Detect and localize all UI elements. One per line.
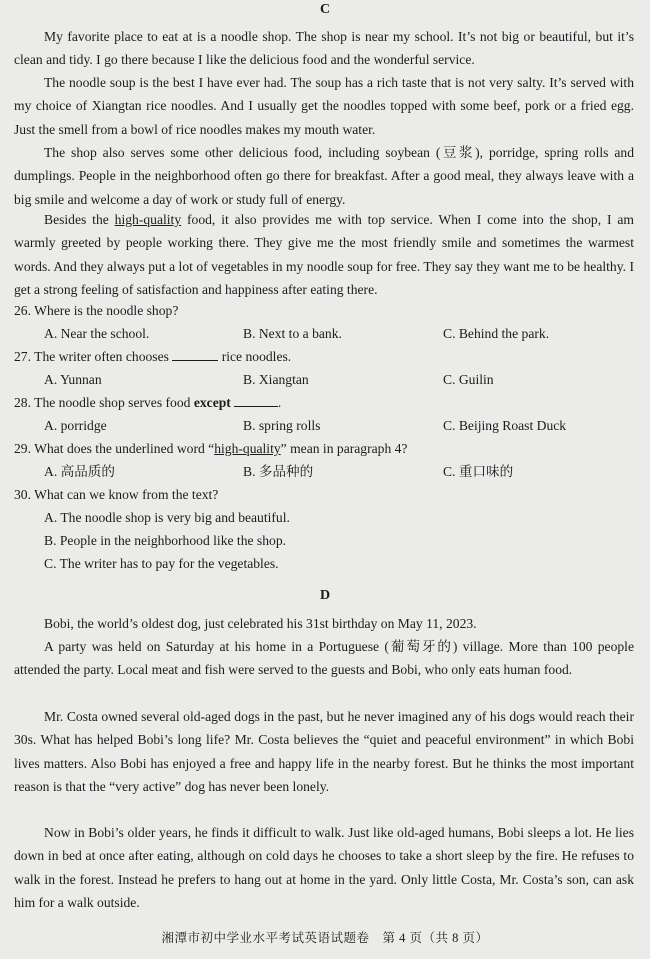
question-29 (14, 437, 407, 460)
answer-blank (172, 347, 218, 361)
q29-option-c: C. 重口味的 (443, 464, 514, 479)
q29-text-after: ” mean in paragraph 4? (280, 441, 408, 456)
section-d-paragraph-3: Mr. Costa owned several old-aged dogs in the past, but he never imagined any of his dogs would reach their 30s. What has helped Bobi’s long life? Mr. Costa believes the “quiet and peaceful environment” in which Bobi lives matters. Also Bobi has enjoyed a free and happy life in the nearby forest. But he thinks the most important reason is that the “very active” dog has never been lonely. (14, 709, 634, 794)
q29-option-b: B. 多品种的 (243, 464, 314, 479)
section-c-title: C (319, 2, 331, 17)
underlined-word-high-quality: high-quality (114, 212, 182, 227)
section-c-paragraph-2: The noodle soup is the best I have ever had. The soup has a rich taste that is not very salty. It’s served with my choice of Xiangtan rice noodles. And I usually get the noodles topped with some beef, pork or a fried egg. Just the smell from a bowl of rice noodles makes my mouth water. (14, 75, 634, 137)
q28-option-c: C. Beijing Roast Duck (443, 418, 567, 433)
section-d-title: D (319, 588, 331, 603)
q27-option-a: A. Yunnan (44, 372, 102, 387)
p4-after: food, it also provides me with top service. When I come into the shop, I am warmly greeted by people working there. They give me the most friendly smile and sometimes the warmest words. And they always put a lot of vegetables in my noodle soup for free. They say they want me to be healthy. I get a strong feeling of satisfaction and happiness after eating there. (14, 212, 634, 297)
q27-text-before: 27. The writer often chooses (14, 349, 173, 364)
question-26: 26. Where is the noodle shop? (14, 303, 179, 318)
question-27 (14, 345, 291, 368)
q26-option-c: C. Behind the park. (443, 326, 550, 341)
q27-option-b: B. Xiangtan (243, 372, 309, 387)
section-d-paragraph-2: A party was held on Saturday at his home in a Portuguese (葡萄牙的) village. More than 100 people attended the party. Local meat and fish were served to the guests and Bobi, who only eats human food. (14, 639, 634, 678)
q29-text-before: 29. What does the underlined word “ (14, 441, 215, 456)
p4-before: Besides the (44, 212, 115, 227)
section-c-paragraph-1: My favorite place to eat at is a noodle shop. The shop is near my school. It’s not big or beautiful, but it’s clean and tidy. I go there because I like the delicious food and the wonderful service. (14, 29, 634, 68)
question-30: 30. What can we know from the text? (14, 487, 219, 502)
q28-option-a: A. porridge (44, 418, 107, 433)
q28-option-b: B. spring rolls (243, 418, 321, 433)
question-28 (14, 391, 281, 414)
q29-option-a: A. 高品质的 (44, 464, 115, 479)
q28-text-except: except (193, 395, 231, 410)
q26-option-b: B. Next to a bank. (243, 326, 342, 341)
section-d-paragraph-1: Bobi, the world’s oldest dog, just celebrated his 31st birthday on May 11, 2023. (44, 616, 477, 631)
answer-blank (234, 393, 278, 407)
q28-text-before: 28. The noodle shop serves food (14, 395, 194, 410)
section-c-paragraph-3: The shop also serves some other delicious food, including soybean (豆浆), porridge, spring rolls and dumplings. People in the neighborhood often go there for breakfast. After a good meal, they always leave with a big smile and welcome a day of work or study full of energy. (14, 145, 634, 207)
q28-text-after: . (277, 395, 282, 410)
q30-option-b: B. People in the neighborhood like the shop. (44, 533, 287, 548)
q30-option-a: A. The noodle shop is very big and beautiful. (44, 510, 290, 525)
section-d-paragraph-4: Now in Bobi’s older years, he finds it difficult to walk. Just like old-aged humans, Bobi sleeps a lot. He lies down in bed at once after eating, although on cold days he chooses to take a short sleep by the fire. He refuses to walk in the forest. Instead he prefers to hang out at home in the yard. Only little Costa, Mr. Costa’s son, can ask him for a walk outside. (14, 825, 634, 910)
q27-text-after: rice noodles. (218, 349, 292, 364)
q26-option-a: A. Near the school. (44, 326, 150, 341)
q29-underlined-word: high-quality (214, 441, 281, 456)
page-footer: 湘潭市初中学业水平考试英语试题卷 第 4 页（共 8 页） (161, 931, 489, 945)
q27-option-c: C. Guilin (443, 372, 494, 387)
q30-option-c: C. The writer has to pay for the vegetables. (44, 556, 279, 571)
section-c-paragraph-4 (14, 208, 634, 301)
